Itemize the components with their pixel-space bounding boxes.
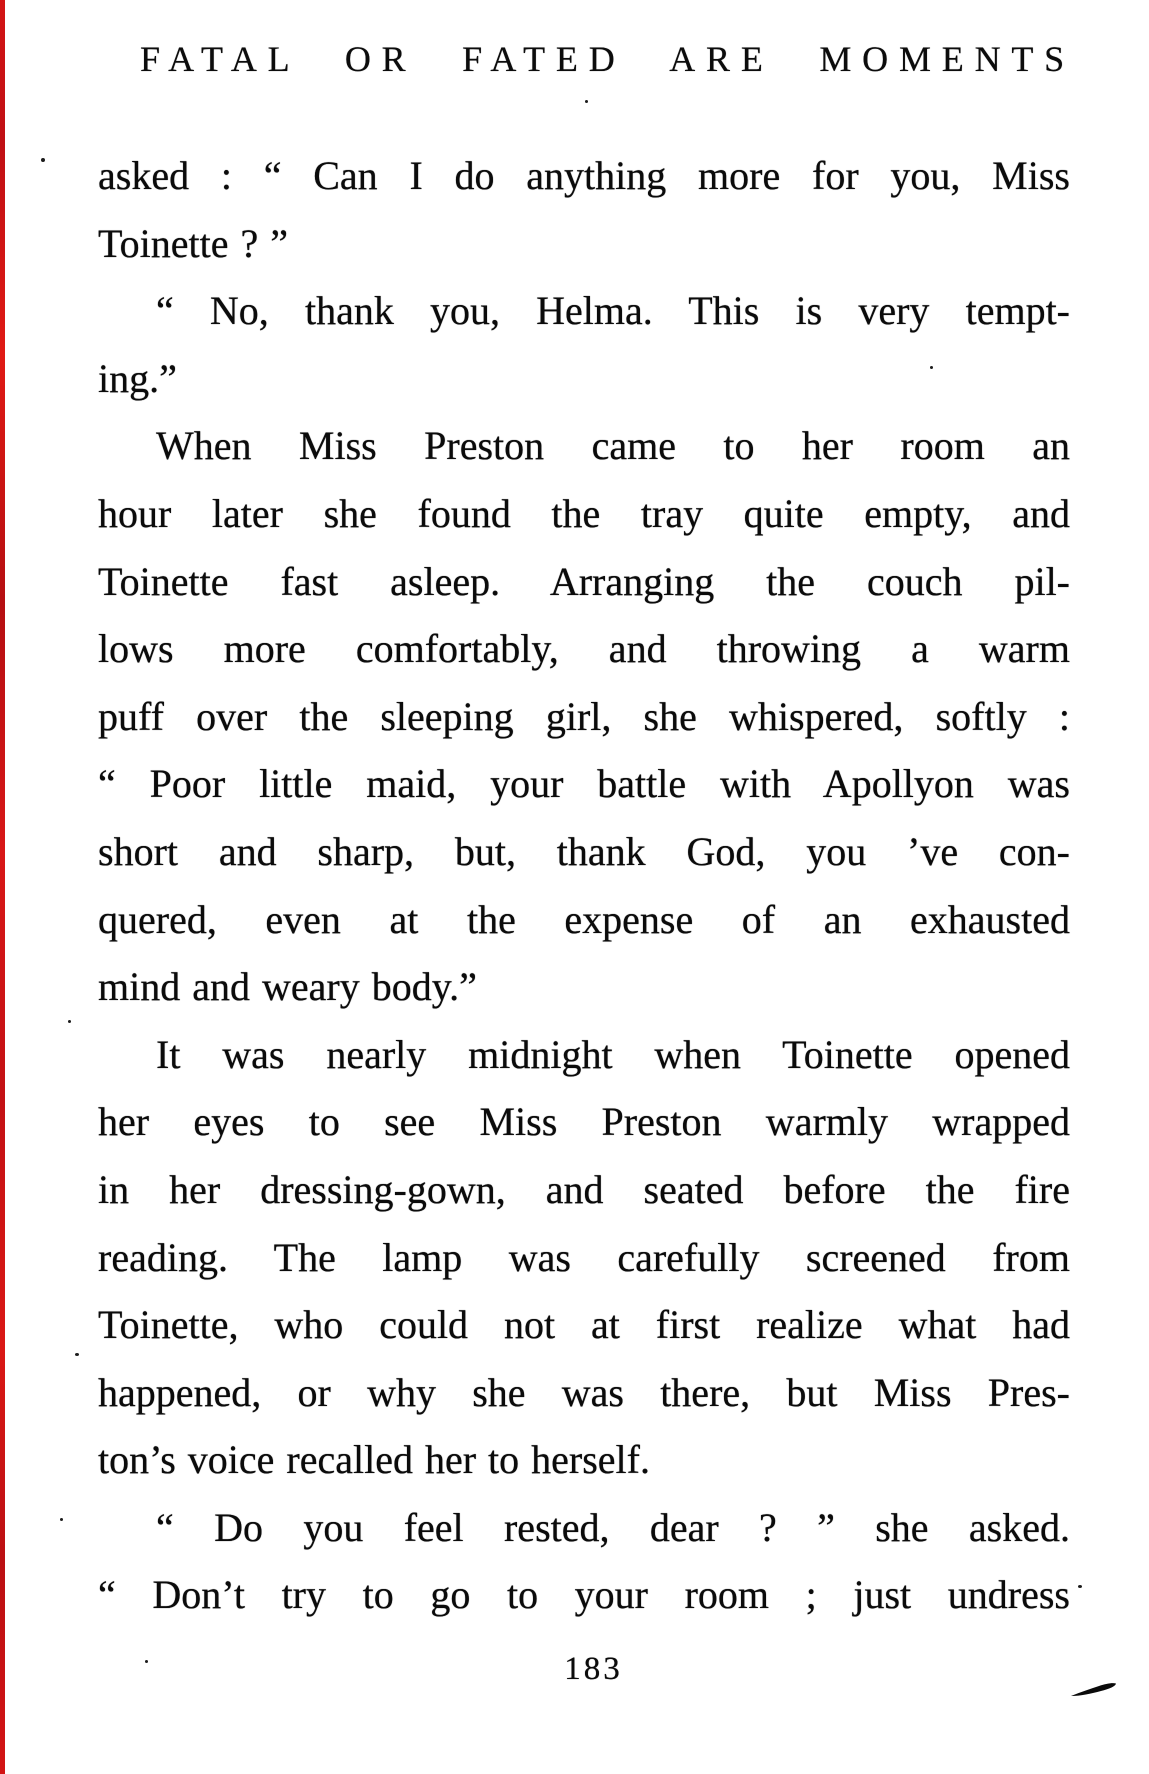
scan-speck (585, 100, 588, 103)
page-number: 183 (564, 1651, 623, 1687)
text-line: hour later she found the tray quite empty, and (98, 490, 1070, 536)
text-line: “ Don’t try to go to your room ; just undress (98, 1572, 1070, 1618)
scan-edge-artifact (0, 0, 5, 1774)
body-text (98, 142, 1070, 1629)
pen-mark-artifact (1071, 1680, 1117, 1698)
scan-speck (1078, 1585, 1082, 1588)
text-line: It was nearly midnight when Toinette opened (156, 1031, 1070, 1077)
text-line: ton’s voice recalled her to herself. (98, 1437, 650, 1483)
scan-speck (930, 366, 933, 369)
text-line: “ Do you feel rested, dear ? ” she asked. (156, 1504, 1070, 1550)
text-line: “ No, thank you, Helma. This is very tempt- (156, 288, 1070, 334)
scan-speck (145, 1660, 148, 1663)
text-line: ing.” (98, 355, 177, 401)
text-line: quered, even at the expense of an exhausted (98, 896, 1070, 942)
text-line: asked : “ Can I do anything more for you, Miss (98, 153, 1070, 198)
text-line: Toinette, who could not at first realize what had (98, 1302, 1070, 1348)
scan-speck (41, 158, 45, 162)
text-line: in her dressing-gown, and seated before the fire (98, 1166, 1070, 1212)
text-line: puff over the sleeping girl, she whispered, softly : (98, 693, 1070, 739)
text-line: mind and weary body.” (98, 964, 477, 1010)
text-line: lows more comfortably, and throwing a warm (98, 626, 1070, 672)
running-head: FATAL OR FATED ARE MOMENTS (140, 39, 1075, 79)
text-line: “ Poor little maid, your battle with Apollyon was (98, 761, 1070, 807)
text-line: her eyes to see Miss Preston warmly wrapped (98, 1099, 1070, 1145)
text-line: short and sharp, but, thank God, you ’ve con- (98, 828, 1070, 874)
scan-speck (68, 1020, 71, 1023)
text-line: reading. The lamp was carefully screened from (98, 1234, 1070, 1280)
scan-speck (60, 1518, 63, 1521)
text-line: Toinette ? ” (98, 220, 288, 266)
scan-speck (75, 1353, 79, 1356)
text-line: happened, or why she was there, but Miss Pres- (98, 1369, 1070, 1415)
text-line: Toinette fast asleep. Arranging the couch pil- (98, 558, 1070, 604)
text-line: When Miss Preston came to her room an (156, 423, 1070, 469)
